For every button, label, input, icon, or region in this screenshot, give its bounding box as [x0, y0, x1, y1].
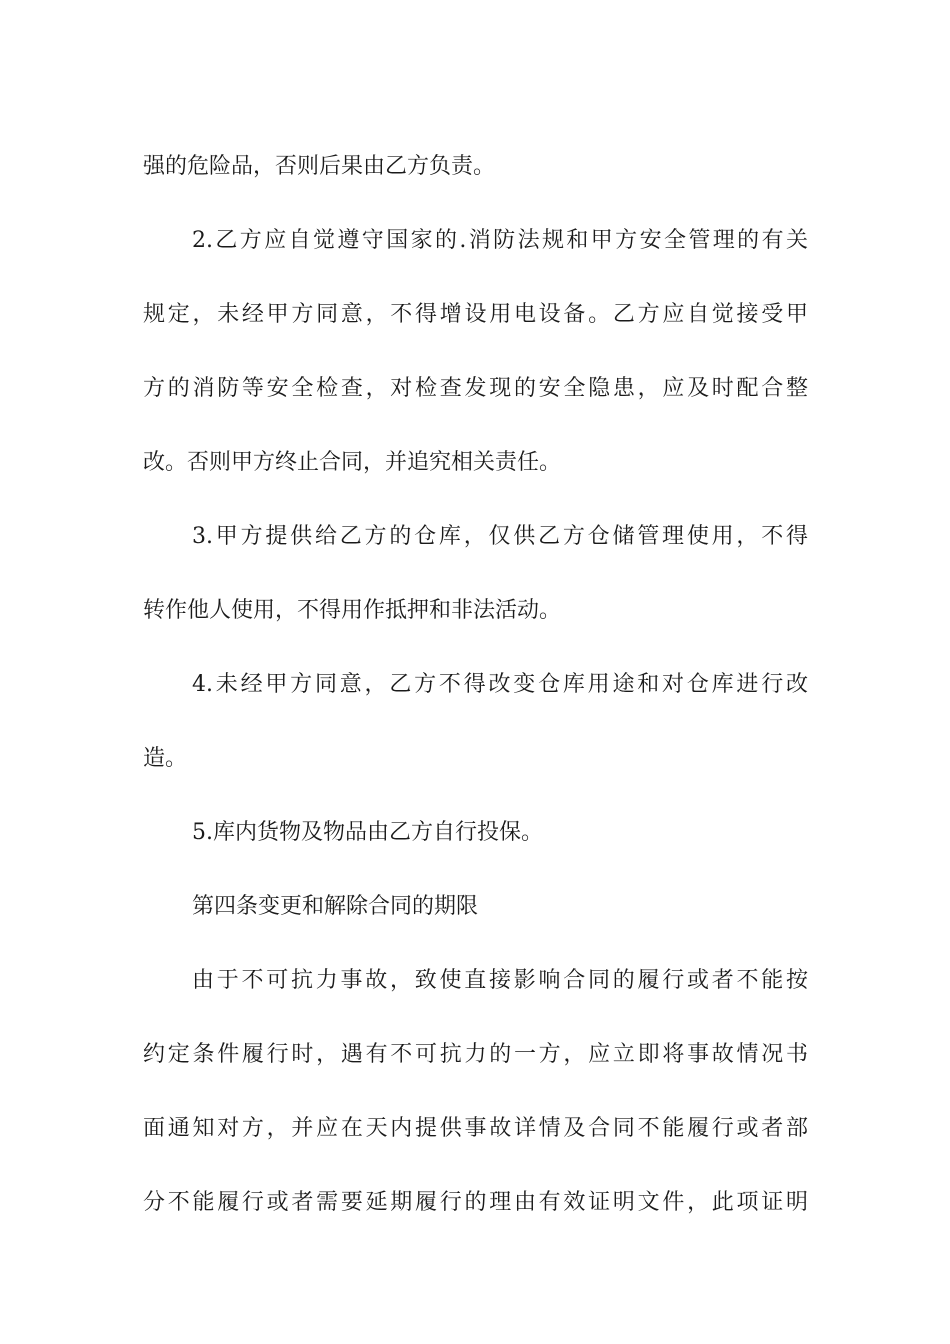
section-heading: 第四条变更和解除合同的期限	[192, 894, 479, 919]
text-line: 改。否则甲方终止合同，并追究相关责任。	[143, 450, 562, 475]
text-line: 2.乙方应自觉遵守国家的.消防法规和甲方安全管理的有关	[192, 228, 808, 253]
text-line: 5.库内货物及物品由乙方自行投保。	[192, 820, 543, 845]
text-line: 面通知对方，并应在天内提供事故详情及合同不能履行或者部	[143, 1116, 808, 1141]
text-line: 强的危险品，否则后果由乙方负责。	[143, 154, 496, 179]
text-line: 由于不可抗力事故，致使直接影响合同的履行或者不能按	[192, 968, 808, 993]
text-line: 规定，未经甲方同意，不得增设用电设备。乙方应自觉接受甲	[143, 302, 808, 327]
text-line: 转作他人使用，不得用作抵押和非法活动。	[143, 598, 562, 623]
text-line: 4.未经甲方同意，乙方不得改变仓库用途和对仓库进行改	[192, 672, 808, 697]
text-line: 约定条件履行时，遇有不可抗力的一方，应立即将事故情况书	[143, 1042, 808, 1067]
text-line: 分不能履行或者需要延期履行的理由有效证明文件，此项证明	[143, 1190, 808, 1215]
text-line: 3.甲方提供给乙方的仓库，仅供乙方仓储管理使用，不得	[192, 524, 808, 549]
document-body	[143, 130, 808, 1240]
text-line: 造。	[143, 746, 188, 771]
text-line: 方的消防等安全检查，对检查发现的安全隐患，应及时配合整	[143, 376, 808, 401]
